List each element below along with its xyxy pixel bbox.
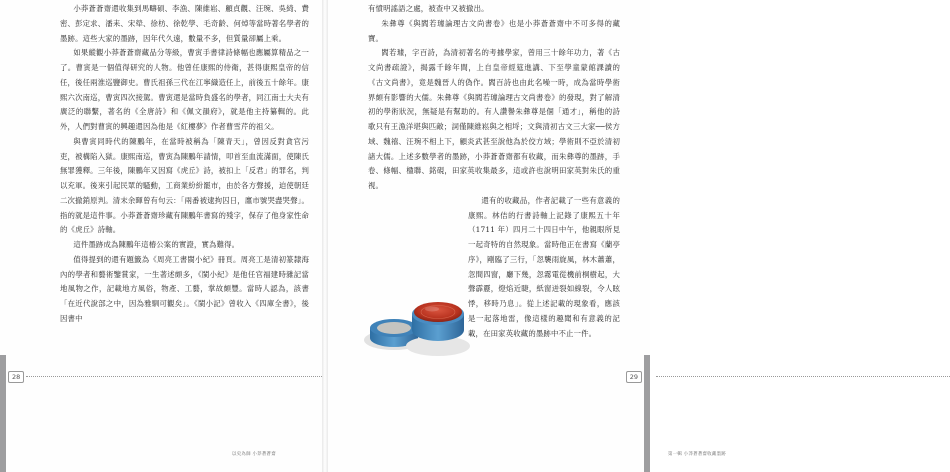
left-paragraph-2: 如果縱觀小莽蒼蒼齋藏品分等級，曹寅手書律詩條幅也應屬算精品之一了。曹寅是一個值得研究的人物。他曾任康熙的侍衛，甚得康熙皇帝的信任，後任兩淮巡鹽御史。曹氏祖孫三代在江寧織造任上，前後五十餘年。康熙六次南巡，曹寅四次接駕。曹寅還是當時負盛名的學者，同江南士大夫有廣泛的聯繫，著名的《全唐詩》和《佩文韻府》，就是他主持纂輯的。此外，人們對曹寅的興趣還因為他是《紅樓夢》作者曹雪芹的祖父。 [60, 48, 309, 131]
left-page [0, 0, 322, 472]
right-page-number: 29 [626, 371, 642, 383]
right-paragraph-3: 還有的收藏品，作者記載了一些有意義的康熙。林佶的行書詩軸上記錄了康熙五十年（1711 年）四月二十四日中午，他親眼所見一起奇特的自然現象。當時他正在書寫《蘭亭序》，剛臨了三行，「忽襲雨旋風，林木蕭蕭，忽間四窗，廳下幾，忽霧電從機前桐樹起，大聲霹靂，燈焰近睫，紙窗迸裂如線裂，令人眩悸，移時乃息」。從上述記載的現象看，應該是一起落地雷，像這樣的趣聞和有意義的記載，在田家英收藏的墨跡中不止一件。 [468, 195, 620, 338]
right-page [328, 0, 726, 472]
red-lacquer-ink-box-icon [360, 278, 472, 360]
left-paragraph-5: 值得提到的還有題籤為《周亮工書閩小紀》冊頁。周亮工是清初篆隸海內的學者和藝術鑒賞家，一生著述頗多，《閩小紀》是他任官福建時雜記當地風物之作，記載地方風俗，物產、工藝，掌故頗豐。當時人認為，該書「在近代說部之中，因為雅馴可觀矣」。《閩小記》曾收入《四庫全書》，後因書中 [60, 254, 309, 323]
left-paragraph-4: 這件墨跡成為陳鵬年這樁公案的實證，實為難得。 [73, 240, 240, 249]
left-page-text [60, 2, 309, 327]
left-paragraph-3: 與曹寅同時代的陳鵬年，在當時被稱為「陳青天」，曾因反對貪官污吏，被構陷入獄。康熙南巡，曹寅為陳鵬年請情，叩首至血流滿面，使陳氏無罪獲釋。三年後，陳鵬年又因寫《虎丘》詩，被扣上「反君」的罪名，判以充軍。後來引起民眾的騷動，工商業紛紛罷市，由於各方聲援，迫使朝廷二次撤銷原判。清末余暉曾有句云：「兩番被逮拘囚日，廛市號哭盡哭聲」。指的就是這件事。小莽蒼蒼齋珍藏有陳鵬年書寫的殘字，保存了他身家性命的《虎丘》詩軸。 [60, 136, 309, 235]
right-running-footer: 第一輯 小莽蒼蒼齋收藏墨跡 [668, 452, 726, 457]
left-edge-tab [0, 355, 6, 472]
left-page-number: 28 [8, 371, 24, 383]
right-page-rule [656, 376, 950, 377]
left-page-rule [26, 376, 322, 377]
right-edge-tab [644, 355, 650, 472]
left-running-footer: 以史為師 小莽蒼蒼齋 [232, 452, 276, 457]
right-paragraph-2: 閻若璩，字百詩，為清初著名的考據學家，曾用三十餘年功力，著《古文尚書疏證》，揭露千餘年間，上自皇帝經筵進講、下至學童蒙館課讀的《古文尚書》，竟是魏晉人的偽作。閻百詩也由此名噪一時，成為當時學術界頗有影響的大儒。朱彝尊《與閻若璩論理古文尚書卷》的發現，對了解清初的學術狀況，無疑是有幫助的。有人讚譽朱彝尊是個「通才」，稱他的詩歌只有王漁洋堪與匹敵；詞僅陳維崧與之相埒；文與清初古文三大家──侯方域、魏禧、汪琬不相上下，顧炎武甚至說他為於佼方域；學術則不亞於清初諸大儒。上述多數學者的墨跡，小莽蒼蒼齋都有收藏，而朱彝尊的墨跡，手卷、條幅、楹聯、銘硯，田家英收集最多，這或許也說明田家英對朱氏的重視。 [368, 48, 620, 190]
left-paragraph-1: 小莽蒼蒼齋還收集到馬疇碩、李漁、陳維崧、顧貞觀、汪琬、吳綺、費密、彭定求、潘耒、宋犖、徐枋、徐乾學、毛奇齡、何焯等當時著名學者的墨跡。這些大家的墨跡，因年代久遠，數量不多，但質量卻屬上乘。 [60, 4, 309, 43]
right-paragraph-1: 朱彝尊《與閻若璩論理古文尚書卷》也是小莽蒼蒼齋中不可多得的藏寶。 [368, 18, 620, 43]
right-paragraph-continued: 有憤明謠語之處，被查中又被撤出。 [368, 4, 489, 13]
